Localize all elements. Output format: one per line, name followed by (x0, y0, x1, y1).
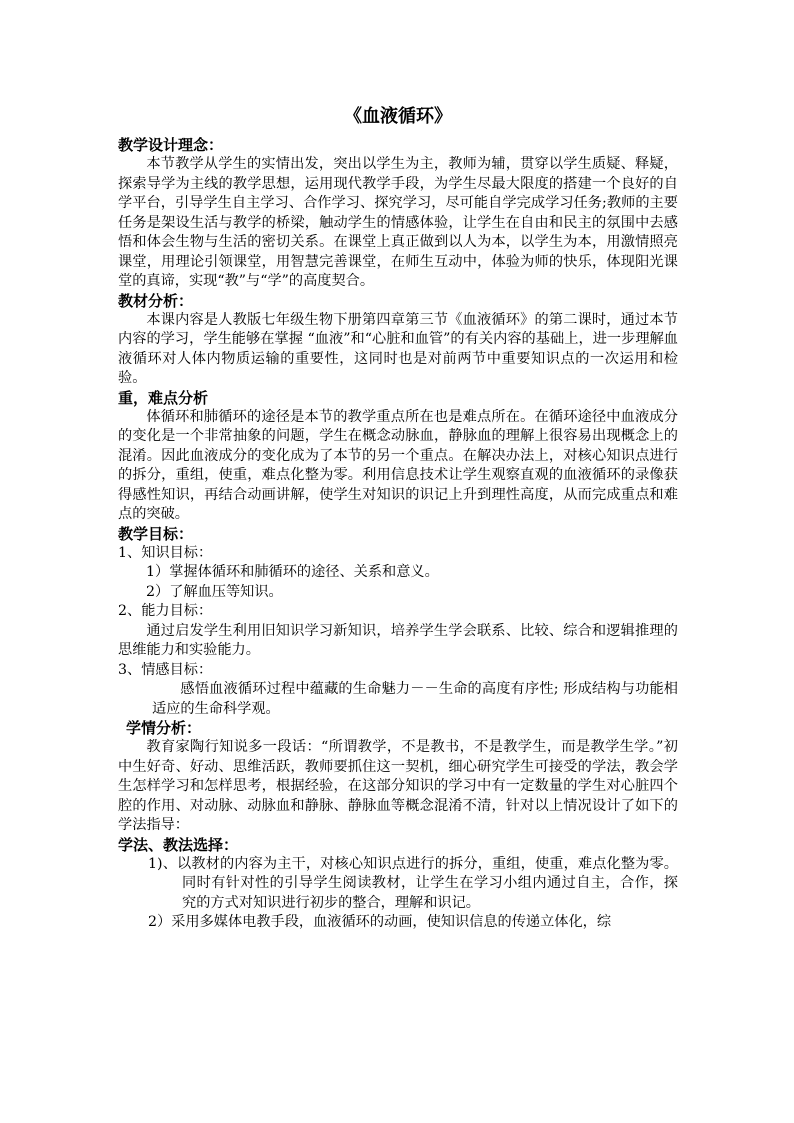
heading-keypoints: 重，难点分析 (118, 388, 209, 407)
label-ability: 2、能力目标： (118, 603, 213, 619)
paragraph-material: 本课内容是人教版七年级生物下册第四章第三节《血液循环》的第二课时，通过本节内容的学习，学生能够在掌握 “血液”和“心脏和血管”的有关内容的基础上，进一步理解血液循环对人体内物质运输的重要性，这同时也是对前两节中重要知识点的一次运用和检验。 (118, 311, 678, 386)
heading-students: 学情分析： (126, 719, 202, 737)
paragraph-design: 本节教学从学生的实情出发，突出以学生为主，教师为辅，贯穿以学生质疑、释疑，探索导学为主线的教学思想，运用现代教学手段，为学生尽最大限度的搭建一个良好的自学平台，引导学生自主学习、合作学习、探究学习，尽可能自学完成学习任务;教师的主要任务是架设生活与教学的桥梁，触动学生的情感体验，让学生在自由和民主的氛围中去感悟和体会生物与生活的密切关系。在课堂上真正做到以人为本，以学生为本，用激情照亮课堂，用理论引领课堂，用智慧完善课堂，在师生互动中，体验为师的快乐，体现阳光课堂的真谛，实现“教”与“学”的高度契合。 (118, 156, 678, 289)
list-item: 2）了解血压等知识。 (146, 583, 283, 600)
list-item: 2）采用多媒体电教手段，血液循环的动画，使知识信息的传递立体化，综 (148, 914, 612, 930)
heading-methods: 学法、教法选择： (118, 835, 239, 854)
paragraph-ability: 通过启发学生利用旧知识学习新知识，培养学生学会联系、比较、综合和逻辑推理的思维能力和实验能力。 (118, 622, 678, 658)
label-emotion: 3、情感目标： (118, 661, 213, 678)
document-page (118, 104, 678, 933)
page-title: 《血液循环》 (344, 106, 452, 127)
label-knowledge: 1、知识目标： (118, 544, 213, 561)
heading-goals: 教学目标： (118, 524, 194, 543)
paragraph-students: 教育家陶行知说多一段话：“所谓教学，不是教书，不是教学生，而是教学生学。”初中生好奇、好动、思维活跃，教师要抓住这一契机，细心研究学生可接受的学法，教会学生怎样学习和怎样思考，根据经验，在这部分知识的学习中有一定数量的学生对心脏四个腔的作用、对动脉、动脉血和静脉、静脉血等概念混淆不清，针对以上情况设计了如下的学法指导： (118, 739, 678, 833)
paragraph-keypoints: 体循环和肺循环的途径是本节的教学重点所在也是难点所在。在循环途径中血液成分的变化是一个非常抽象的问题，学生在概念动脉血，静脉血的理解上很容易出现概念上的混淆。因此血液成分的变化成为了本节的另一个重点。在解决办法上，对核心知识点进行的拆分，重组，使重，难点化整为零。利用信息技术让学生观察直观的血液循环的录像获得感性知识，再结合动画讲解，使学生对知识的识记上升到理性高度，从而完成重点和难点的突破。 (118, 408, 678, 522)
paragraph-emotion: 感悟血液循环过程中蕴藏的生命魅力－－生命的高度有序性; 形成结构与功能相适应的生命科学观。 (152, 681, 678, 717)
list-item: 1)、以教材的内容为主干，对核心知识点进行的拆分，重组，使重，难点化整为零。同时有针对性的引导学生阅读教材，让学生在学习小组内通过自主，合作，探究的方式对知识进行初步的整合，理解和识记。 (148, 855, 678, 911)
heading-material: 教材分析： (118, 291, 194, 310)
heading-design: 教学设计理念： (118, 136, 224, 154)
list-item: 1）掌握体循环和肺循环的途径、关系和意义。 (146, 564, 439, 580)
